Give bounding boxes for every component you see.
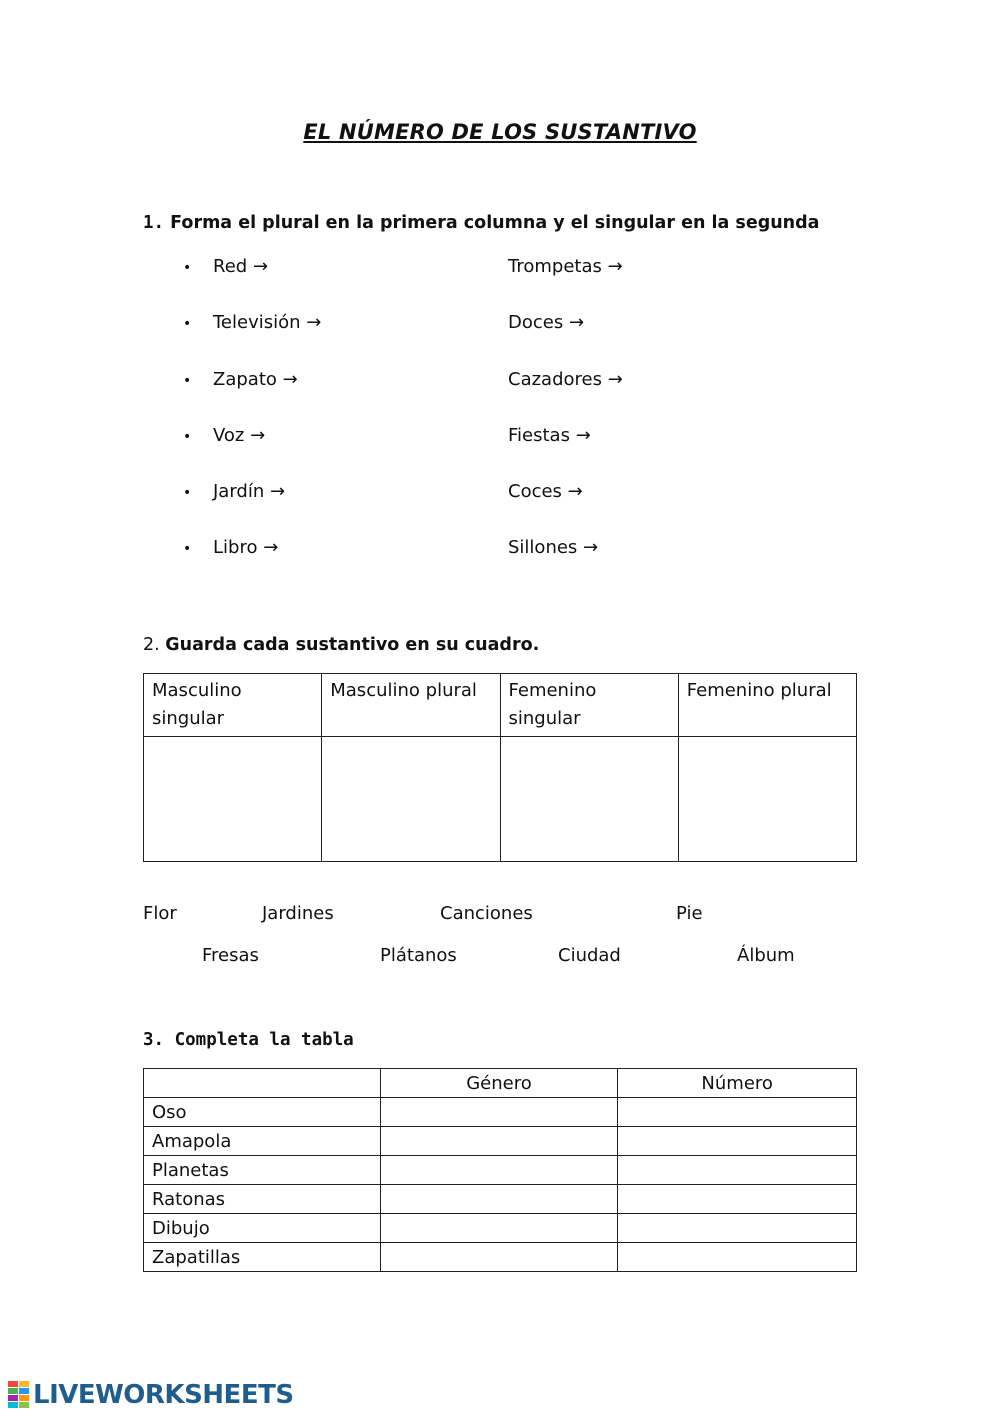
arrow-right-icon: → <box>583 537 599 558</box>
numero-answer-cell[interactable] <box>618 1214 857 1243</box>
word-bank-item: Fresas <box>202 945 259 966</box>
list-item <box>183 256 268 277</box>
numero-answer-cell[interactable] <box>618 1185 857 1214</box>
word-bank-item: Álbum <box>737 945 795 966</box>
answer-cell-masculino-plural[interactable] <box>322 737 500 862</box>
section1-heading-text: Forma el plural en la primera columna y el singular en la segunda <box>170 213 820 233</box>
list-item-word: Coces <box>508 481 562 502</box>
page-title: EL NÚMERO DE LOS SUSTANTIVO <box>303 120 697 144</box>
row-word: Amapola <box>144 1127 381 1156</box>
row-word: Ratonas <box>144 1185 381 1214</box>
table-header-cell: Femenino plural <box>678 674 856 737</box>
list-item-word: Cazadores <box>508 369 602 390</box>
word-bank-item: Plátanos <box>380 945 457 966</box>
word-bank-item: Ciudad <box>558 945 621 966</box>
list-item <box>508 369 623 390</box>
list-item-word: Televisión <box>213 312 301 333</box>
bullet-icon: • <box>183 485 192 501</box>
table-header-row <box>144 1069 857 1098</box>
list-item <box>183 537 278 558</box>
table-row <box>144 1243 857 1272</box>
table-header-cell: Femenino singular <box>500 674 678 737</box>
word-bank-item: Jardines <box>262 903 334 924</box>
table-header-row <box>144 674 857 737</box>
numero-answer-cell[interactable] <box>618 1243 857 1272</box>
arrow-right-icon: → <box>607 256 623 277</box>
numero-answer-cell[interactable] <box>618 1127 857 1156</box>
list-item-word: Fiestas <box>508 425 570 446</box>
word-bank-item: Pie <box>676 903 703 924</box>
numero-answer-cell[interactable] <box>618 1156 857 1185</box>
table-row <box>144 1156 857 1185</box>
section2-heading <box>143 635 539 655</box>
list-item <box>508 425 591 446</box>
bullet-icon: • <box>183 316 192 332</box>
genero-answer-cell[interactable] <box>380 1243 618 1272</box>
word-bank-item: Canciones <box>440 903 533 924</box>
table-row <box>144 1214 857 1243</box>
list-item <box>508 537 598 558</box>
bullet-icon: • <box>183 429 192 445</box>
answer-cell-femenino-plural[interactable] <box>678 737 856 862</box>
bullet-icon: • <box>183 541 192 557</box>
bullet-icon: • <box>183 373 192 389</box>
logo-blocks-icon <box>8 1381 30 1409</box>
genero-answer-cell[interactable] <box>380 1156 618 1185</box>
table-row <box>144 1127 857 1156</box>
arrow-right-icon: → <box>607 369 623 390</box>
logo-text: LIVEWORKSHEETS <box>33 1380 294 1410</box>
table-header-cell: Género <box>380 1069 618 1098</box>
bullet-icon: • <box>183 260 192 276</box>
arrow-right-icon: → <box>568 312 585 333</box>
liveworksheets-logo[interactable] <box>8 1380 294 1410</box>
arrow-right-icon: → <box>282 369 298 390</box>
arrow-right-icon: → <box>306 312 322 333</box>
list-item <box>183 425 265 446</box>
table-row <box>144 1098 857 1127</box>
genero-answer-cell[interactable] <box>380 1185 618 1214</box>
genero-answer-cell[interactable] <box>380 1214 618 1243</box>
list-item <box>508 312 584 333</box>
list-item <box>183 369 298 390</box>
arrow-right-icon: → <box>270 481 286 502</box>
list-item <box>508 481 583 502</box>
answer-cell-femenino-singular[interactable] <box>500 737 678 862</box>
table-header-cell: Masculino plural <box>322 674 500 737</box>
genero-answer-cell[interactable] <box>380 1127 618 1156</box>
answer-cell-masculino-singular[interactable] <box>144 737 322 862</box>
section3-heading-text: 3. Completa la tabla <box>143 1030 354 1050</box>
word-bank-item: Flor <box>143 903 177 924</box>
arrow-right-icon: → <box>250 425 266 446</box>
list-item-word: Red <box>213 256 248 277</box>
arrow-right-icon: → <box>252 256 269 277</box>
row-word: Planetas <box>144 1156 381 1185</box>
table-row <box>144 737 857 862</box>
list-item-word: Trompetas <box>508 256 602 277</box>
gender-number-table <box>143 673 857 862</box>
section2-heading-text: Guarda cada sustantivo en su cuadro. <box>165 635 540 655</box>
list-item-word: Sillones <box>508 537 578 558</box>
section3-heading <box>143 1030 354 1050</box>
list-item-word: Zapato <box>213 369 277 390</box>
section1-heading <box>143 213 819 233</box>
list-item <box>508 256 623 277</box>
list-item-word: Libro <box>213 537 258 558</box>
genero-answer-cell[interactable] <box>380 1098 618 1127</box>
list-item-word: Jardín <box>213 481 265 502</box>
list-item <box>183 312 321 333</box>
arrow-right-icon: → <box>263 537 279 558</box>
list-item-word: Doces <box>508 312 564 333</box>
arrow-right-icon: → <box>575 425 591 446</box>
section1-number: 1. <box>143 213 165 233</box>
list-item-word: Voz <box>213 425 245 446</box>
arrow-right-icon: → <box>567 481 583 502</box>
row-word: Dibujo <box>144 1214 381 1243</box>
table-header-cell: Número <box>618 1069 857 1098</box>
list-item <box>183 481 285 502</box>
row-word: Zapatillas <box>144 1243 381 1272</box>
table-header-cell <box>144 1069 381 1098</box>
table-row <box>144 1185 857 1214</box>
complete-table <box>143 1068 857 1272</box>
numero-answer-cell[interactable] <box>618 1098 857 1127</box>
row-word: Oso <box>144 1098 381 1127</box>
table-header-cell: Masculino singular <box>144 674 322 737</box>
section2-number: 2. <box>143 635 160 655</box>
